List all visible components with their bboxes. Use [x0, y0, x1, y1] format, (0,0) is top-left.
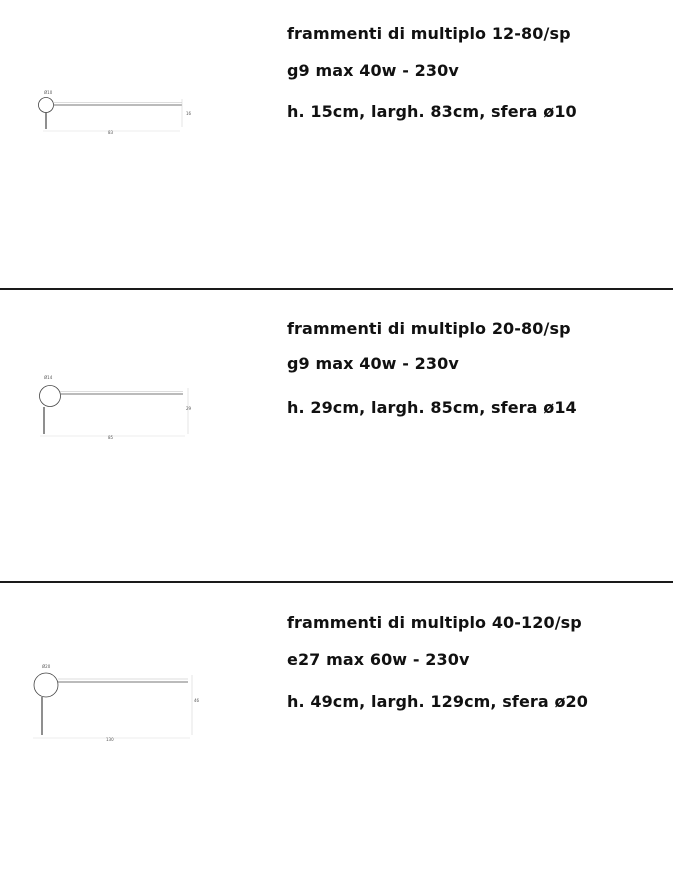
width-dimension-label: 83 — [108, 130, 114, 135]
product-name: frammenti di multiplo 20-80/sp — [287, 319, 571, 338]
product-name: frammenti di multiplo 12-80/sp — [287, 24, 571, 43]
product-dimensions: h. 15cm, largh. 83cm, sfera ø10 — [287, 102, 577, 121]
product-section-3 — [0, 583, 673, 876]
sphere-diameter-label: Ø10 — [44, 90, 53, 95]
technical-drawing-2 — [30, 370, 200, 445]
product-lamp-spec: g9 max 40w - 230v — [287, 61, 459, 80]
height-dimension-label: 16 — [186, 111, 192, 116]
product-section-2 — [0, 290, 673, 583]
technical-drawing-3 — [30, 661, 205, 743]
sphere-diameter-label: Ø20 — [42, 664, 51, 669]
lamp-sphere — [39, 98, 54, 113]
lamp-sphere — [34, 673, 58, 697]
sphere-diameter-label: Ø14 — [44, 375, 53, 380]
width-dimension-label: 130 — [106, 737, 114, 742]
technical-drawing-svg-2 — [30, 370, 200, 445]
technical-drawing-svg-3 — [30, 661, 205, 743]
product-lamp-spec: e27 max 60w - 230v — [287, 650, 470, 669]
lamp-sphere — [40, 386, 61, 407]
product-section-1 — [0, 0, 673, 293]
product-lamp-spec: g9 max 40w - 230v — [287, 354, 459, 373]
height-dimension-label: 46 — [194, 698, 200, 703]
width-dimension-label: 85 — [108, 435, 114, 440]
product-name: frammenti di multiplo 40-120/sp — [287, 613, 582, 632]
product-dimensions: h. 49cm, largh. 129cm, sfera ø20 — [287, 692, 589, 711]
height-dimension-label: 29 — [186, 406, 192, 411]
product-dimensions: h. 29cm, largh. 85cm, sfera ø14 — [287, 398, 577, 417]
technical-drawing-1 — [30, 85, 200, 140]
technical-drawing-svg-1 — [30, 85, 200, 140]
